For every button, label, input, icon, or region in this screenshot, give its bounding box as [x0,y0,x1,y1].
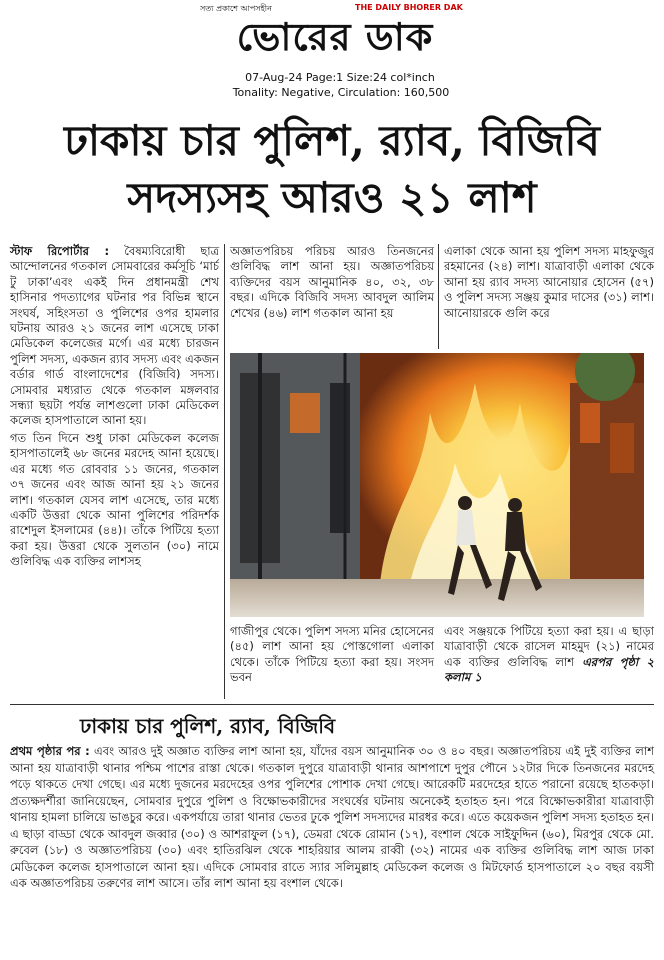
continuation-subhead: ঢাকায় চার পুলিশ, র‌্যাব, বিজিবি [80,714,336,738]
article-column-2-top: অজ্ঞাতপরিচয় পরিচয় আরও তিনজনের গুলিবিদ্ধ লাশ আনা হয়। অজ্ঞাতপরিচয় ব্যক্তিদের বয়স আনুমানিক ৪০, ৩২, ৩৮ বছর। এদিকে বিজিবি সদস্য আবদুল আলিম শেখের (৪৬) লাশ গতকাল আনা হয় [230,244,434,320]
article-column-3-top: এলাকা থেকে আনা হয় পুলিশ সদস্য মাহফুজুর রহমানের (২৪) লাশ। যাত্রাবাড়ী এলাকা থেকে আনা হয় র‌্যাব সদস্য আনোয়ার হোসেন (৫৭) ও পুলিশ সদস্য সঞ্জয় কুমার দাসের (৩১) লাশ। আনোয়ারকে গুলি করে [444,244,654,320]
masthead-english-name: THE DAILY BHORER DAK [355,3,463,12]
masthead-tagline: সত্য প্রকাশে আপসহীন [200,4,272,13]
article-column-3-bottom [444,624,654,686]
headline-line-2: সদস্যসহ আরও ২১ লাশ [127,173,537,222]
continuation-lead: প্রথম পৃষ্ঠার পর : [10,744,90,758]
continuation-body [10,743,654,892]
article-column-2-bottom: গাজীপুর থেকে। পুলিশ সদস্য মনির হোসেনের (৪৫) লাশ আনা হয় পোস্তগোলা এলাকা থেকে। তাঁকে পিটিয়ে হত্যা করা হয়। সংসদ ভবন [230,624,434,685]
clipping-meta-size: 07-Aug-24 Page:1 Size:24 col*inch [245,71,435,84]
column-divider [224,244,225,699]
article-paragraph-1 [10,244,219,429]
masthead-title: ভোরের ডাক [236,14,434,59]
headline-line-1: ঢাকায় চার পুলিশ, র‌্যাব, বিজিবি [64,116,600,165]
continuation-text: এবং আরও দুই অজ্ঞাত ব্যক্তির লাশ আনা হয়, যাঁদের বয়স আনুমানিক ৩০ ও ৪০ বছর। অজ্ঞাতপরিচয় এই দুই ব্যক্তির লাশ আনা হয় যাত্রাবাড়ী থানার পশ্চিম পাশের রাস্তা থেকে। গতকাল দুপুরে যাত্রাবাড়ী থানার আশপাশে দুপুর পৌনে ১২টার দিকে তিনজনের মরদেহ পড়ে থাকতে দেখা গেছে। এর মধ্যে দুজনের মরদেহের ওপর পুলিশের পোশাক দেখা গেছে। আরেকটি মরদেহের হাতে পরানো রয়েছে হাতকড়া। প্রত্যক্ষদর্শীরা জানিয়েছেন, সোমবার দুপুরে পুলিশ ও বিক্ষোভকারীদের সংঘর্ষের ঘটনায় অনেকেই হতাহত হন। পরে বিক্ষোভকারীরা যাত্রাবাড়ী থানায় হামলা চালিয়ে ভাঙচুর করে। একপর্যায়ে তারা থানার ভেতর ঢুকে পুলিশ সদস্যদের মারধর করে। এতে কয়েকজন পুলিশ সদস্য হতাহত হন। এ ছাড়া বাড্ডা থেকে আবদুল জব্বার (৩০) ও আশরাফুল (১৭), ডেমরা থেকে রোমান (১৭), বংশাল থেকে সাইফুদ্দিন (৬০), মিরপুর থেকে মো. রুবেল (১৮) ও অজ্ঞাতপরিচয় (৩০) এবং হাতিরঝিল থেকে শাহরিয়ার আলম রাব্বী (৩২) নামের এক ব্যক্তির গুলিবিদ্ধ লাশ আজ ঢাকা মেডিকেল কলেজ হাসপাতালে আনা হয়। এদিকে সোমবার রাতে স্যার সলিমুল্লাহ মেডিকেল কলেজ ও মিটফোর্ড হাসপাতালে ২০ বছর বয়সী এক অজ্ঞাতপরিচয় তরুণের লাশ আসে। তাঁর লাশ আনা হয় বংশাল থেকে। [10,744,655,890]
clipping-meta-tonality: Tonality: Negative, Circulation: 160,500 [232,86,450,99]
byline: স্টাফ রিপোর্টার : [10,244,110,258]
news-photo-fire-illustration [230,353,644,617]
news-photo-fire [230,353,644,617]
column-divider [438,244,439,349]
continued-marker: এরপর পৃষ্ঠা ২ কলাম ১ [444,654,654,685]
article-paragraph-1-text: বৈষম্যবিরোধী ছাত্র আন্দোলনের গতকাল সোমবারের কর্মসূচি ‘মার্চ টু ঢাকা’এবং একই দিন প্রধানমন্ত্রী শেখ হাসিনার পদত্যাগের ঘটনার পর বিভিন্ন স্থানে সংঘর্ষ, সহিংসতা ও পুলিশের ওপর হামলার ঘটনায় আরও ২১ জনের লাশ এসেছে ঢাকা মেডিকেল কলেজের মর্গে। এর মধ্যে চারজন পুলিশ সদস্য, একজন র‌্যাব সদস্য এবং একজন বর্ডার গার্ড বাংলাদেশের (বিজিবি) সদস্য। সোমবার মধ্যরাত থেকে গতকাল মঙ্গলবার সন্ধ্যা ছয়টা পর্যন্ত লাশগুলো ঢাকা মেডিকেল কলেজ হাসপাতালে আনা হয়। [10,244,220,428]
article-column-3-bottom-text: এবং সঞ্জয়কে পিটিয়ে হত্যা করা হয়। এ ছাড়া যাত্রাবাড়ী থেকে রাসেল মাহমুদ (২১) নামের এক ব্যক্তির গুলিবিদ্ধ লাশ [444,624,654,669]
article-paragraph-2: গত তিন দিনে শুধু ঢাকা মেডিকেল কলেজ হাসপাতালেই ৬৮ জনের মরদেহ আনা হয়েছে। এর মধ্যে গত রোববার ১১ জনের, গতকাল ৩৭ জনের এবং আজ আনা হয় ২১ জনের লাশ। গতকাল যেসব লাশ এসেছে, তার মধ্যে একটি উত্তরা থেকে আনা পুলিশের পরিদর্শক রাশেদুল ইসলামের (৪৪)। তাঁকে পিটিয়ে হত্যা করা হয়। উত্তরা থেকে সুলতান (৩০) নামে গুলিবিদ্ধ এক ব্যক্তির লাশসহ [10,430,219,569]
article-column-1 [10,244,219,572]
section-divider [10,704,654,705]
